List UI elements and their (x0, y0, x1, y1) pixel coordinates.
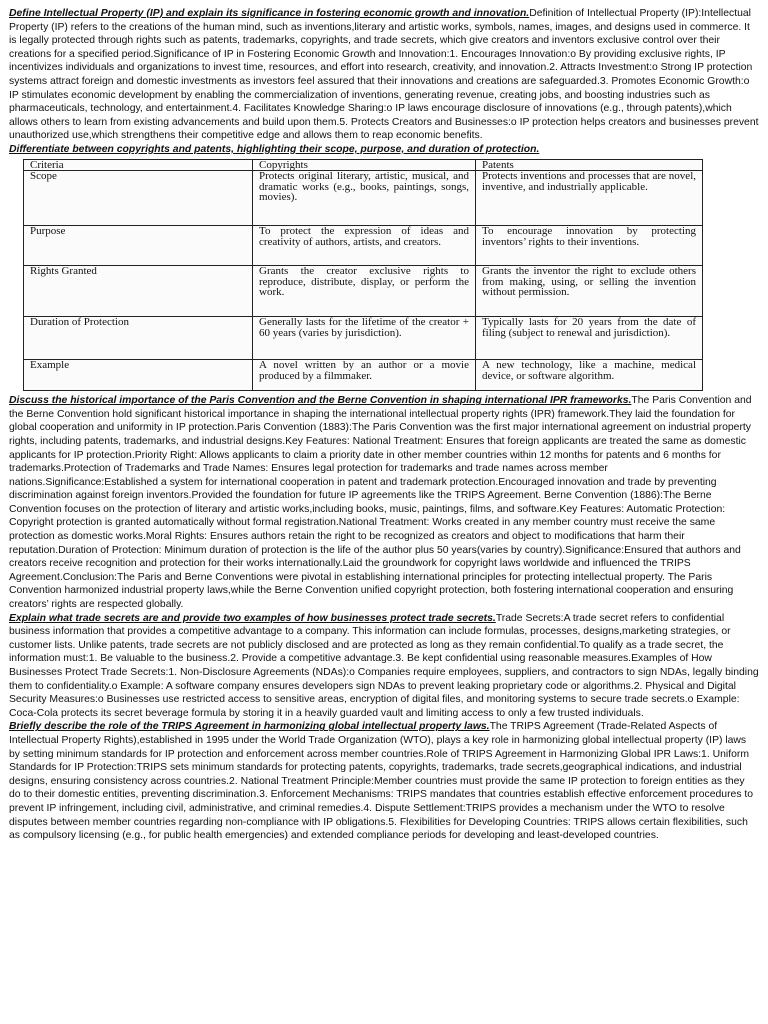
question-heading: Define Intellectual Property (IP) and explain its significance in fostering economic growth and innovation. (9, 8, 530, 19)
column-header-criteria: Criteria (24, 159, 253, 171)
answer-text: The Paris Convention and the Berne Convention hold significant historical importance in shaping the international intellectual property rights (IPR) framework.They laid the foundation for global cooperation and uniformity in IP protection.Paris Convention (1883):The Paris Convention was the first major international agreement on industrial property rights, including patents, trademarks, and industrial designs.Key Features: National Treatment: Ensures that foreign applicants are treated the same as domestic applicants for IP protection.Priority Right: Allows applicants to claim a priority date in other member countries within 12 months for patents and 6 months for trademarks.Protection of Trademarks and Trade Names: Ensures legal protection for trademarks and trade names across member nations.Significance:Established a system for international cooperation in patent and trademark protection.Encouraged innovation and trade by preventing discrimination against foreign inventors.Provided the foundation for future IP agreements like the TRIPS Agreement. Berne Convention (1886):The Berne Convention focuses on the protection of literary and artistic works,including books, music, paintings, films, and software.Key Features: Automatic Protection: Copyright protection is granted automatically without formal registration.National Treatment: Works created in any member country must receive the same protection as domestic works.Moral Rights: Ensures authors retain the right to be recognized as creators and object to modifications that harm their reputation.Duration of Protection: Minimum duration of protection is the life of the author plus 50 years(varies by country).Significance:Ensured that authors and creators receive recognition and protection for their works internationally.Laid the groundwork for copyright laws worldwide and influenced the TRIPS Agreement.Conclusion:The Paris and Berne Conventions were pivotal in establishing international principles for protecting intellectual property. The Paris Convention harmonized industrial property laws,while the Berne Convention unified copyright protection, both fostering international cooperation and ensuring creators’ rights are respected globally. (9, 395, 752, 611)
patents-cell: A new technology, like a machine, medical device, or software algorithm. (476, 360, 703, 391)
copyrights-cell: Generally lasts for the lifetime of the creator + 60 years (varies by jurisdiction). (253, 317, 476, 360)
copyrights-cell: Protects original literary, artistic, musical, and dramatic works (e.g., books, paintings, songs, movies). (253, 171, 476, 226)
table-row (24, 171, 703, 226)
table-row (24, 266, 703, 317)
answer-text: The TRIPS Agreement (Trade-Related Aspects of Intellectual Property Rights),established in 1995 under the World Trade Organization (WTO), plays a key role in harmonizing global intellectual property (IP) laws by setting minimum standards for IP protection and enforcement across member countries.Role of TRIPS Agreement in Harmonizing Global IPR Laws:1. Uniform Standards for IP Protection:TRIPS sets minimum standards for protecting patents, copyrights, trademarks, trade secrets,geographical indications, and industrial designs, ensuring consistency across countries.2. National Treatment Principle:Member countries must provide the same IP protection to foreign entities as they do to their domestic entities, preventing discrimination.3. Enforcement Mechanisms: TRIPS mandates that countries establish effective enforcement procedures to prevent IP infringement, including civil, administrative, and criminal remedies.4. Dispute Settlement:TRIPS provides a mechanism under the WTO to resolve disputes between member countries regarding non-compliance with IP obligations.5. Flexibilities for Developing Countries: TRIPS allows certain flexibilities, such as compulsory licensing (e.g., for public health emergencies) and extended compliance periods for developing and least-developed countries. (9, 721, 754, 842)
answer-text: Trade Secrets:A trade secret refers to confidential business information that provides a competitive advantage to a company. This information can include formulas, processes, designs,marketing strategies, or customer lists. Unlike patents, trade secrets are not publicly disclosed and are protected as long as they remain confidential.To qualify as a trade secret, the information must:1. Be valuable to the business.2. Provide a competitive advantage.3. Be kept confidential using reasonable measures.Examples of How Businesses Protect Trade Secrets:1. Non-Disclosure Agreements (NDAs):o Companies require employees, suppliers, and contractors to sign NDAs, legally binding them to confidentiality.o Example: A software company ensures developers sign NDAs to prevent leaking proprietary code or algorithms.2. Physical and Digital Security Measures:o Businesses use restricted access to sensitive areas, encryption of digital files, and monitoring systems to secure trade secrets.o Example: Coca-Cola protects its secret beverage formula by storing it in a heavily guarded vault and limiting access to only a few trusted individuals. (9, 612, 759, 719)
copyrights-cell: A novel written by an author or a movie produced by a filmmaker. (253, 360, 476, 391)
criteria-cell: Scope (24, 171, 253, 226)
column-header-patents: Patents (476, 159, 703, 171)
comparison-table (23, 159, 703, 392)
patents-cell: Grants the inventor the right to exclude others from making, using, or selling the invention without permission. (476, 266, 703, 317)
patents-cell: To encourage innovation by protecting inventors’ rights to their inventions. (476, 226, 703, 266)
criteria-cell: Example (24, 360, 253, 391)
answer-text: Definition of Intellectual Property (IP):Intellectual Property (IP) refers to the creations of the human mind, such as inventions,literary and artistic works, symbols, names, images, and designs used in commerce. It is legally protected through rights such as patents, trademarks, copyrights, and trade secrets, which give creators and inventors exclusive control over their creations for a specified period.Significance of IP in Fostering Economic Growth and Innovation:1. Encourages Innovation:o By providing exclusive rights, IP incentivizes individuals and organizations to invest time, resources, and effort into research, creativity, and innovation.2. Attracts Investment:o Strong IP protection systems attract foreign and domestic investments as investors feel assured that their innovations and creations are safeguarded.3. Promotes Economic Growth:o IP stimulates economic development by enabling the commercialization of inventions, generating revenue, creating jobs, and boosting industries such as pharmaceuticals, technology, and entertainment.4. Facilitates Knowledge Sharing:o IP laws encourage disclosure of innovations (e.g., through patents),which allows others to learn from existing advancements and build upon them.5. Protects Creators and Businesses:o IP protection helps creators and businesses prevent unauthorized use,which strengthens their competitive edge and allows them to reap economic benefits. (9, 8, 759, 142)
document-page (9, 7, 759, 843)
table-row (24, 226, 703, 266)
section-paris-berne (9, 394, 759, 612)
question-heading-copyright-vs-patent: Differentiate between copyrights and patents, highlighting their scope, purpose, and duration of protection. (9, 143, 540, 155)
section-trade-secrets (9, 612, 759, 721)
table-row (24, 360, 703, 391)
criteria-cell: Rights Granted (24, 266, 253, 317)
question-heading: Explain what trade secrets are and provide two examples of how businesses protect trade secrets. (9, 612, 496, 624)
question-heading: Discuss the historical importance of the Paris Convention and the Berne Convention in shaping international IPR frameworks. (9, 395, 632, 407)
criteria-cell: Purpose (24, 226, 253, 266)
copyrights-cell: Grants the creator exclusive rights to reproduce, distribute, display, or perform the work. (253, 266, 476, 317)
question-heading: Briefly describe the role of the TRIPS Agreement in harmonizing global intellectual property laws. (9, 721, 490, 733)
copyrights-cell: To protect the expression of ideas and creativity of authors, artists, and creators. (253, 226, 476, 266)
column-header-copyrights: Copyrights (253, 159, 476, 171)
criteria-cell: Duration of Protection (24, 317, 253, 360)
section-trips (9, 720, 759, 842)
patents-cell: Protects inventions and processes that are novel, inventive, and industrially applicable. (476, 171, 703, 226)
section-ip-definition (9, 7, 759, 143)
table-row (24, 317, 703, 360)
patents-cell: Typically lasts for 20 years from the date of filing (subject to renewal and jurisdiction). (476, 317, 703, 360)
table-header-row (24, 159, 703, 171)
